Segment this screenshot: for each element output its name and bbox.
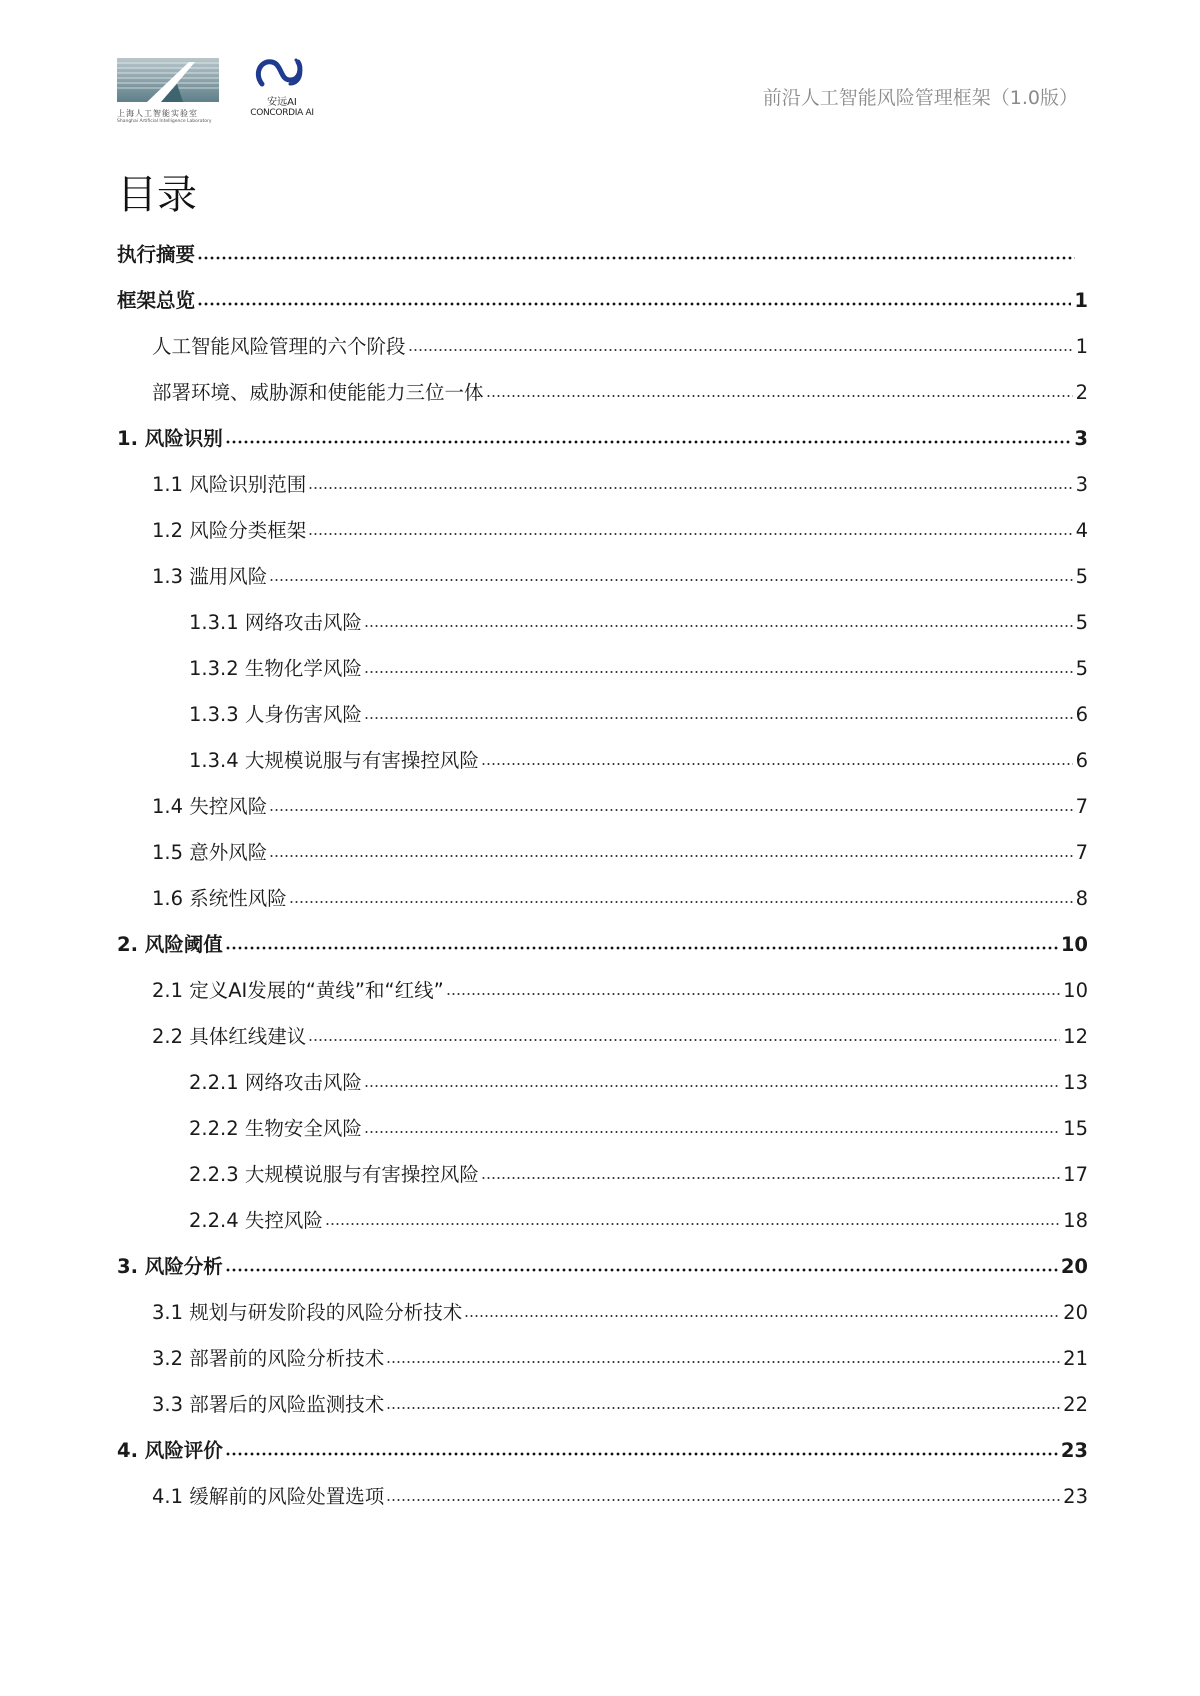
- toc-entry-title: 1.1 风险识别范围: [152, 473, 307, 496]
- dot-leader: [197, 256, 1075, 260]
- toc-entry[interactable]: [117, 608, 1088, 654]
- toc-entry[interactable]: [117, 286, 1088, 332]
- toc-entry[interactable]: [117, 332, 1088, 378]
- toc-heading: 目录: [117, 172, 197, 218]
- toc-entry-page: 5: [1075, 611, 1088, 634]
- toc-entry-title: 3.2 部署前的风险分析技术: [152, 1347, 385, 1370]
- dot-leader: [364, 716, 1073, 720]
- toc-entry-title: 1.3.2 生物化学风险: [189, 657, 362, 680]
- table-of-contents: [117, 240, 1088, 1528]
- toc-entry-page: 10: [1060, 933, 1088, 956]
- toc-entry[interactable]: [117, 1436, 1088, 1482]
- toc-entry-page: 1: [1075, 335, 1088, 358]
- dot-leader: [197, 302, 1071, 306]
- toc-entry-title: 2.2 具体红线建议: [152, 1025, 307, 1048]
- dot-leader: [386, 1406, 1060, 1410]
- toc-entry-title: 4.1 缓解前的风险处置选项: [152, 1485, 385, 1508]
- dot-leader: [481, 762, 1073, 766]
- dot-leader: [269, 854, 1072, 858]
- toc-entry-title: 2.2.2 生物安全风险: [189, 1117, 362, 1140]
- toc-entry-title: 2.2.4 失控风险: [189, 1209, 323, 1232]
- toc-entry-title: 3.1 规划与研发阶段的风险分析技术: [152, 1301, 463, 1324]
- toc-entry-page: 4: [1075, 519, 1088, 542]
- dot-leader: [269, 808, 1072, 812]
- toc-entry-title: 2.2.1 网络攻击风险: [189, 1071, 362, 1094]
- toc-entry-page: 2: [1075, 381, 1088, 404]
- dot-leader: [225, 946, 1058, 950]
- toc-entry-page: 7: [1075, 795, 1088, 818]
- toc-entry[interactable]: [117, 1344, 1088, 1390]
- toc-entry[interactable]: [117, 884, 1088, 930]
- toc-entry-page: 3: [1074, 427, 1088, 450]
- dot-leader: [225, 1268, 1058, 1272]
- toc-entry-title: 1.6 系统性风险: [152, 887, 287, 910]
- toc-entry-page: 18: [1063, 1209, 1088, 1232]
- toc-entry-page: 5: [1075, 565, 1088, 588]
- dot-leader: [408, 348, 1073, 352]
- dot-leader: [486, 394, 1073, 398]
- toc-entry[interactable]: [117, 1482, 1088, 1528]
- dot-leader: [269, 578, 1072, 582]
- dot-leader: [386, 1498, 1060, 1502]
- toc-entry[interactable]: [117, 1206, 1088, 1252]
- toc-entry-page: 17: [1063, 1163, 1088, 1186]
- toc-entry[interactable]: [117, 792, 1088, 838]
- toc-entry-title: 3.3 部署后的风险监测技术: [152, 1393, 385, 1416]
- dot-leader: [289, 900, 1073, 904]
- toc-entry[interactable]: [117, 1160, 1088, 1206]
- dot-leader: [308, 1038, 1060, 1042]
- toc-entry-page: 15: [1063, 1117, 1088, 1140]
- toc-entry[interactable]: [117, 1022, 1088, 1068]
- toc-entry-title: 1.3 滥用风险: [152, 565, 268, 588]
- toc-entry-title: 执行摘要: [117, 243, 196, 266]
- toc-entry-title: 1.4 失控风险: [152, 795, 268, 818]
- toc-entry-page: 21: [1063, 1347, 1088, 1370]
- toc-entry-title: 4. 风险评价: [117, 1439, 223, 1462]
- toc-entry[interactable]: [117, 240, 1088, 286]
- dot-leader: [308, 486, 1072, 490]
- toc-entry-title: 人工智能风险管理的六个阶段: [152, 335, 406, 358]
- toc-entry-page: 1: [1074, 289, 1088, 312]
- toc-entry[interactable]: [117, 1390, 1088, 1436]
- toc-entry-page: 3: [1075, 473, 1088, 496]
- toc-entry-page: 12: [1063, 1025, 1088, 1048]
- toc-entry-title: 1.3.1 网络攻击风险: [189, 611, 362, 634]
- toc-entry-page: 23: [1063, 1485, 1088, 1508]
- toc-entry[interactable]: [117, 976, 1088, 1022]
- toc-entry[interactable]: [117, 516, 1088, 562]
- toc-entry[interactable]: [117, 930, 1088, 976]
- toc-entry[interactable]: [117, 562, 1088, 608]
- dot-leader: [446, 992, 1060, 996]
- dot-leader: [225, 440, 1072, 444]
- toc-entry-title: 1. 风险识别: [117, 427, 223, 450]
- toc-entry-title: 1.2 风险分类框架: [152, 519, 307, 542]
- dot-leader: [308, 532, 1072, 536]
- toc-entry[interactable]: [117, 838, 1088, 884]
- toc-entry[interactable]: [117, 1114, 1088, 1160]
- toc-entry-page: 8: [1075, 887, 1088, 910]
- toc-entry[interactable]: [117, 700, 1088, 746]
- toc-entry-title: 3. 风险分析: [117, 1255, 223, 1278]
- toc-entry-page: 13: [1063, 1071, 1088, 1094]
- toc-entry-title: 1.3.4 大规模说服与有害操控风险: [189, 749, 479, 772]
- toc-entry[interactable]: [117, 378, 1088, 424]
- dot-leader: [386, 1360, 1060, 1364]
- toc-entry-title: 2.2.3 大规模说服与有害操控风险: [189, 1163, 479, 1186]
- toc-entry-page: 7: [1075, 841, 1088, 864]
- toc-entry-page: 10: [1063, 979, 1088, 1002]
- toc-entry-title: 部署环境、威胁源和使能能力三位一体: [152, 381, 484, 404]
- dot-leader: [364, 624, 1073, 628]
- toc-entry-page: 23: [1060, 1439, 1088, 1462]
- toc-entry-page: 5: [1075, 657, 1088, 680]
- toc-entry[interactable]: [117, 1068, 1088, 1114]
- toc-entry-title: 2.1 定义AI发展的“黄线”和“红线”: [152, 979, 444, 1002]
- toc-entry-title: 1.5 意外风险: [152, 841, 268, 864]
- dot-leader: [481, 1176, 1060, 1180]
- toc-entry-title: 2. 风险阈值: [117, 933, 223, 956]
- dot-leader: [225, 1452, 1058, 1456]
- concordia-ai-logo: 安远AI CONCORDIA AI: [236, 56, 328, 118]
- shanghai-ai-lab-logo: 上海人工智能实验室 Shanghai Artificial Intelligence Laboratory: [117, 58, 219, 124]
- dot-leader: [325, 1222, 1060, 1226]
- toc-entry-title: 1.3.3 人身伤害风险: [189, 703, 362, 726]
- lab-emblem-icon: [117, 58, 219, 102]
- toc-entry-page: 22: [1063, 1393, 1088, 1416]
- dot-leader: [364, 1130, 1060, 1134]
- toc-entry[interactable]: [117, 1252, 1088, 1298]
- toc-entry-page: 6: [1075, 749, 1088, 772]
- toc-entry[interactable]: [117, 1298, 1088, 1344]
- toc-entry-title: 框架总览: [117, 289, 196, 312]
- concordia-wave-icon: [252, 56, 312, 88]
- toc-entry-page: 20: [1063, 1301, 1088, 1324]
- dot-leader: [364, 1084, 1060, 1088]
- toc-entry[interactable]: [117, 424, 1088, 470]
- dot-leader: [464, 1314, 1060, 1318]
- toc-entry-page: 20: [1060, 1255, 1088, 1278]
- toc-entry-page: 6: [1075, 703, 1088, 726]
- dot-leader: [364, 670, 1073, 674]
- toc-entry[interactable]: [117, 470, 1088, 516]
- toc-entry[interactable]: [117, 654, 1088, 700]
- toc-entry[interactable]: [117, 746, 1088, 792]
- document-title: 前沿人工智能风险管理框架（1.0版）: [762, 87, 1078, 109]
